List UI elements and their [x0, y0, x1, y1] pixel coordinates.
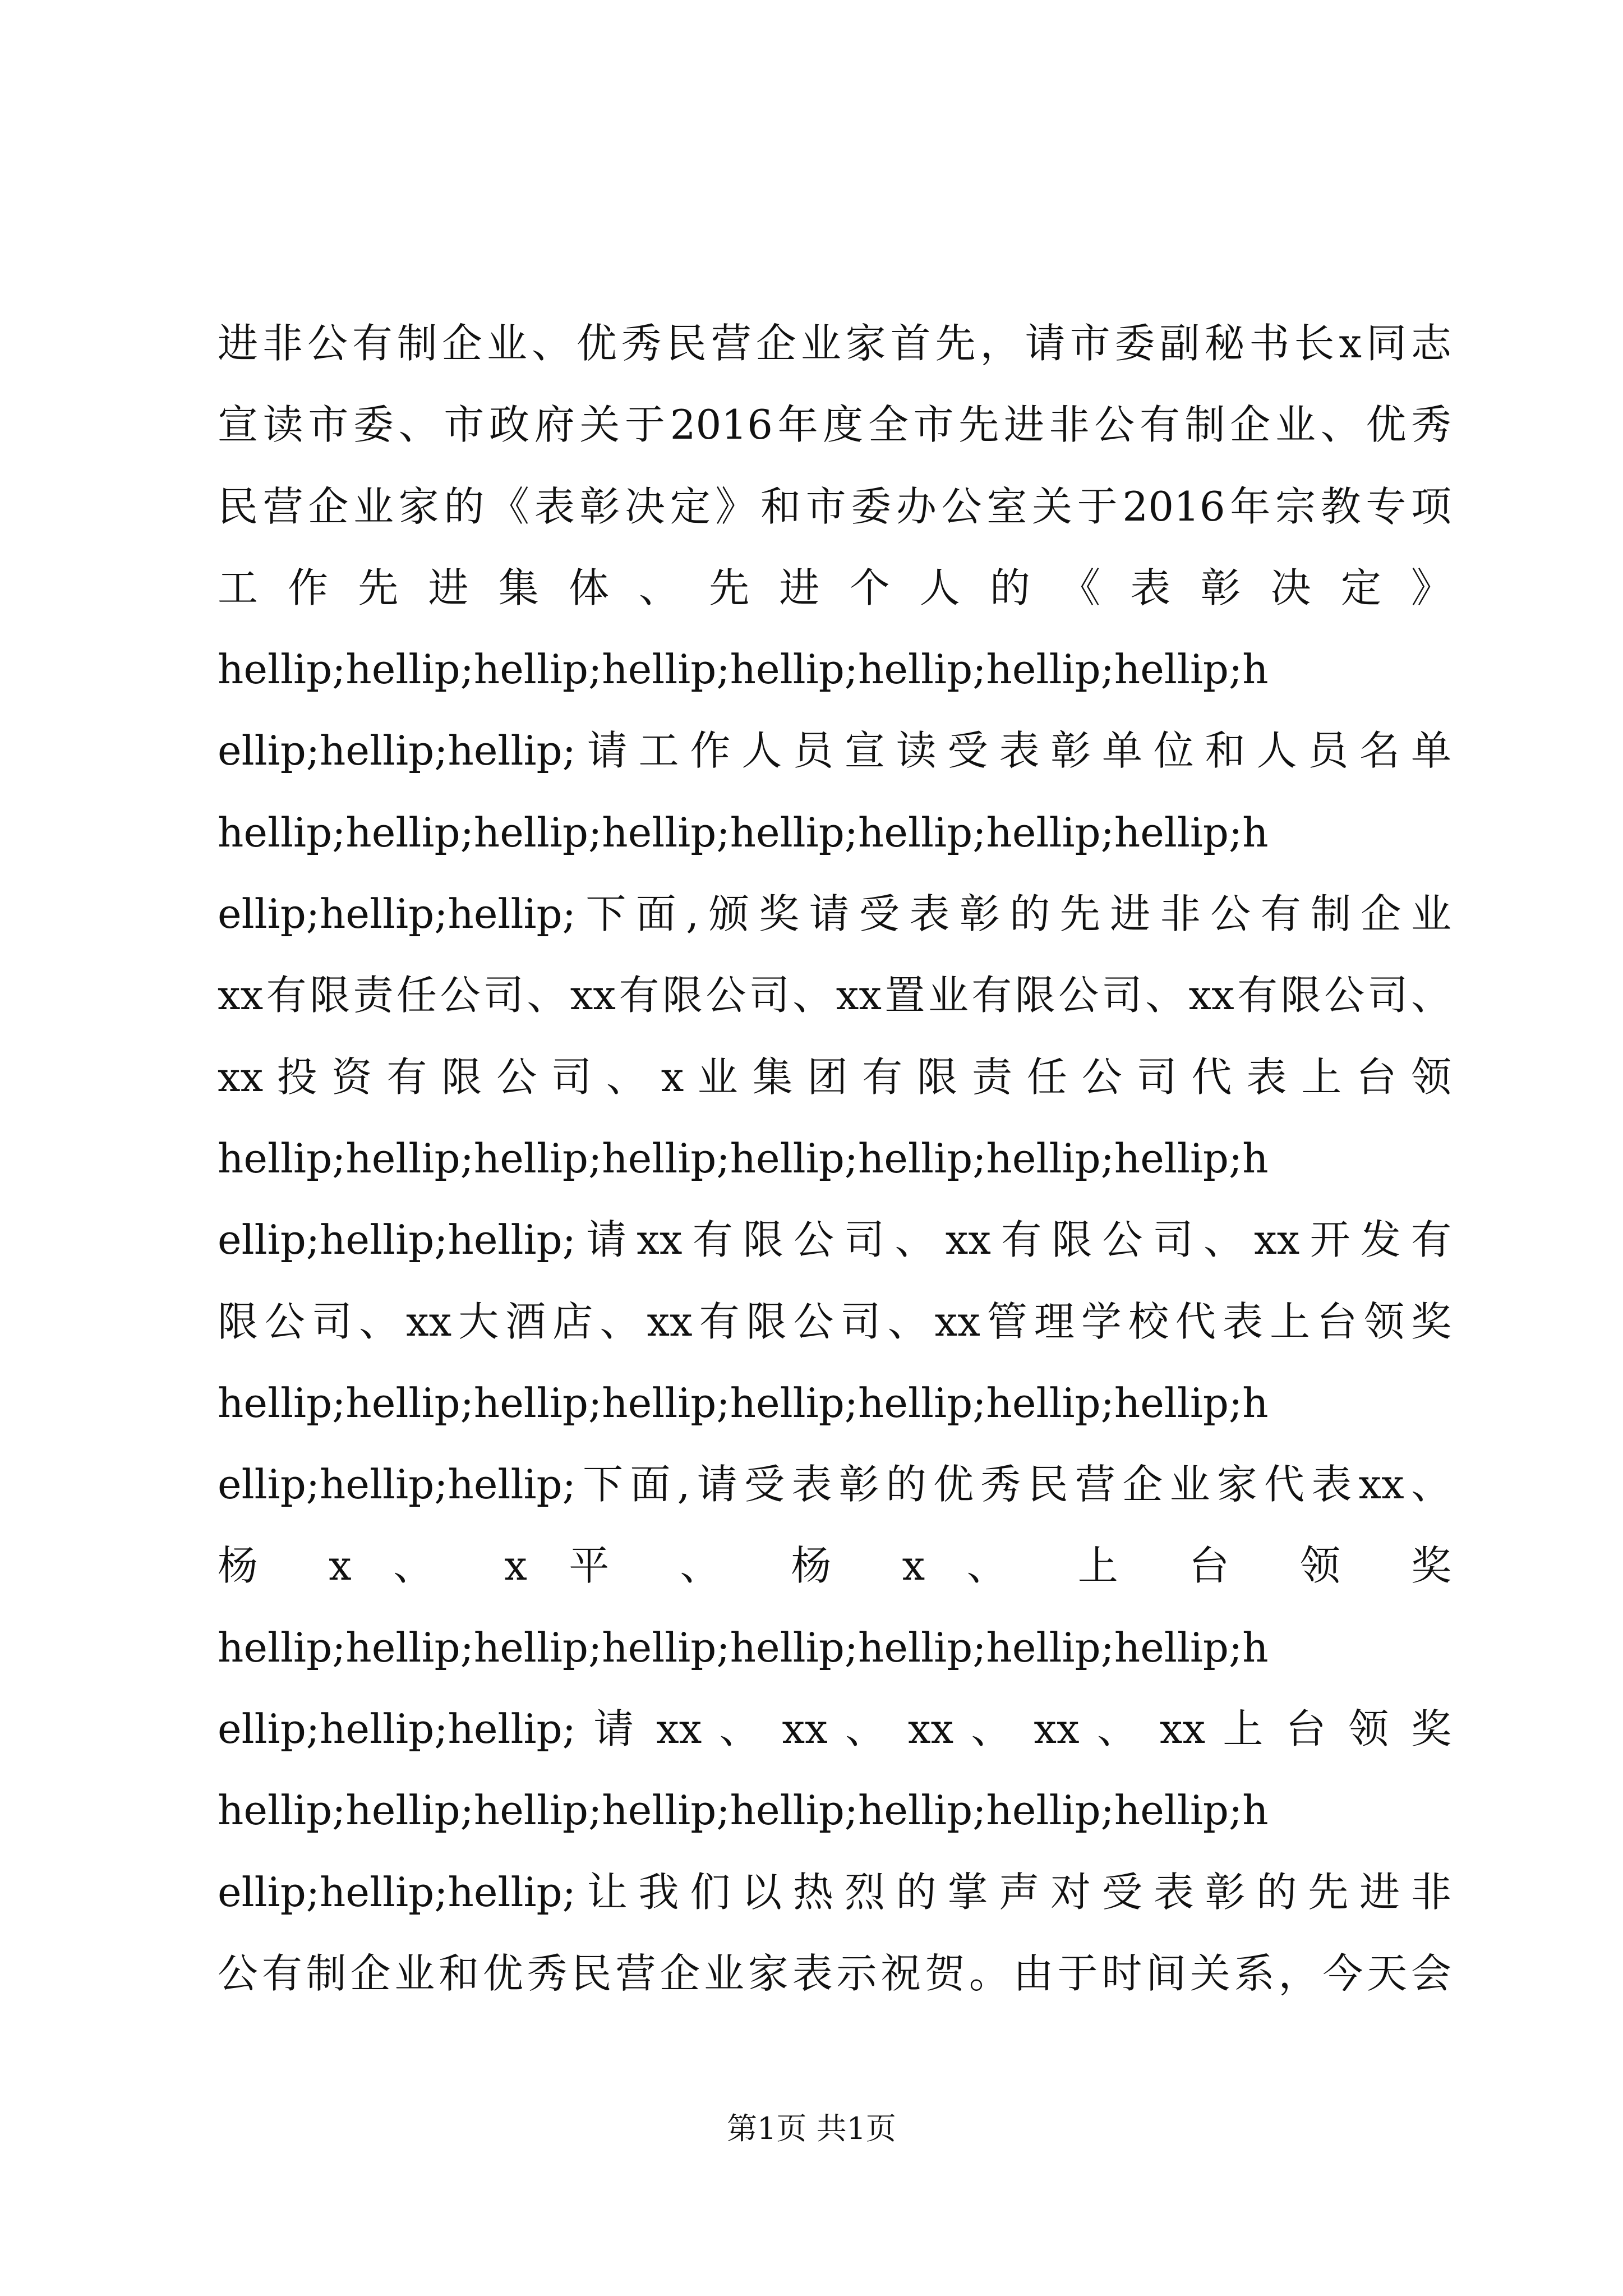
text-line: ellip;hellip;hellip;请工作人员宣读受表彰单位和人员名单	[218, 727, 1451, 775]
text-line: ellip;hellip;hellip;请xx有限公司、xx有限公司、xx开发有	[218, 1216, 1451, 1264]
text-line: ellip;hellip;hellip; 请 xx 、 xx 、 xx 、 xx 、 xx 上 台 领 奖	[218, 1705, 1451, 1753]
text-line: hellip;hellip;hellip;hellip;hellip;hellip;hellip;hellip;h	[218, 1134, 1269, 1182]
text-line: hellip;hellip;hellip;hellip;hellip;hellip;hellip;hellip;h	[218, 1379, 1269, 1427]
text-line: 限公司、xx大酒店、xx有限公司、xx管理学校代表上台领奖	[218, 1297, 1451, 1345]
page-number-footer: 第1页 共1页	[727, 2111, 896, 2146]
text-line: hellip;hellip;hellip;hellip;hellip;hellip;hellip;hellip;h	[218, 808, 1269, 856]
document-body	[218, 303, 1451, 2014]
text-line: ellip;hellip;hellip;让我们以热烈的掌声对受表彰的先进非	[218, 1868, 1451, 1916]
text-line: 工 作 先 进 集 体 、 先 进 个 人 的 《 表 彰 决 定 》	[218, 564, 1451, 611]
text-line: hellip;hellip;hellip;hellip;hellip;hellip;hellip;hellip;h	[218, 646, 1269, 693]
text-line: xx有限责任公司、xx有限公司、xx置业有限公司、xx有限公司、	[218, 972, 1451, 1019]
text-line: 进非公有制企业、优秀民营企业家首先，请市委副秘书长x同志	[218, 320, 1451, 367]
text-line: xx 投 资 有 限 公 司 、 x 业 集 团 有 限 责 任 公 司 代 表 上 台 领	[218, 1053, 1451, 1101]
text-line: ellip;hellip;hellip;下面,颁奖请受表彰的先进非公有制企业	[218, 890, 1451, 938]
text-line: hellip;hellip;hellip;hellip;hellip;hellip;hellip;hellip;h	[218, 1787, 1269, 1834]
text-line: hellip;hellip;hellip;hellip;hellip;hellip;hellip;hellip;h	[218, 1623, 1269, 1671]
text-line: 公有制企业和优秀民营企业家表示祝贺。由于时间关系，今天会	[218, 1949, 1451, 1997]
text-line: ellip;hellip;hellip;下面,请受表彰的优秀民营企业家代表xx、	[218, 1461, 1451, 1508]
text-line: 宣读市委、市政府关于2016年度全市先进非公有制企业、优秀	[218, 401, 1451, 449]
text-line: 杨 x 、 x 平 、 杨 x 、 上 台 领 奖	[218, 1542, 1451, 1590]
text-line: 民营企业家的《表彰决定》和市委办公室关于2016年宗教专项	[218, 482, 1451, 530]
